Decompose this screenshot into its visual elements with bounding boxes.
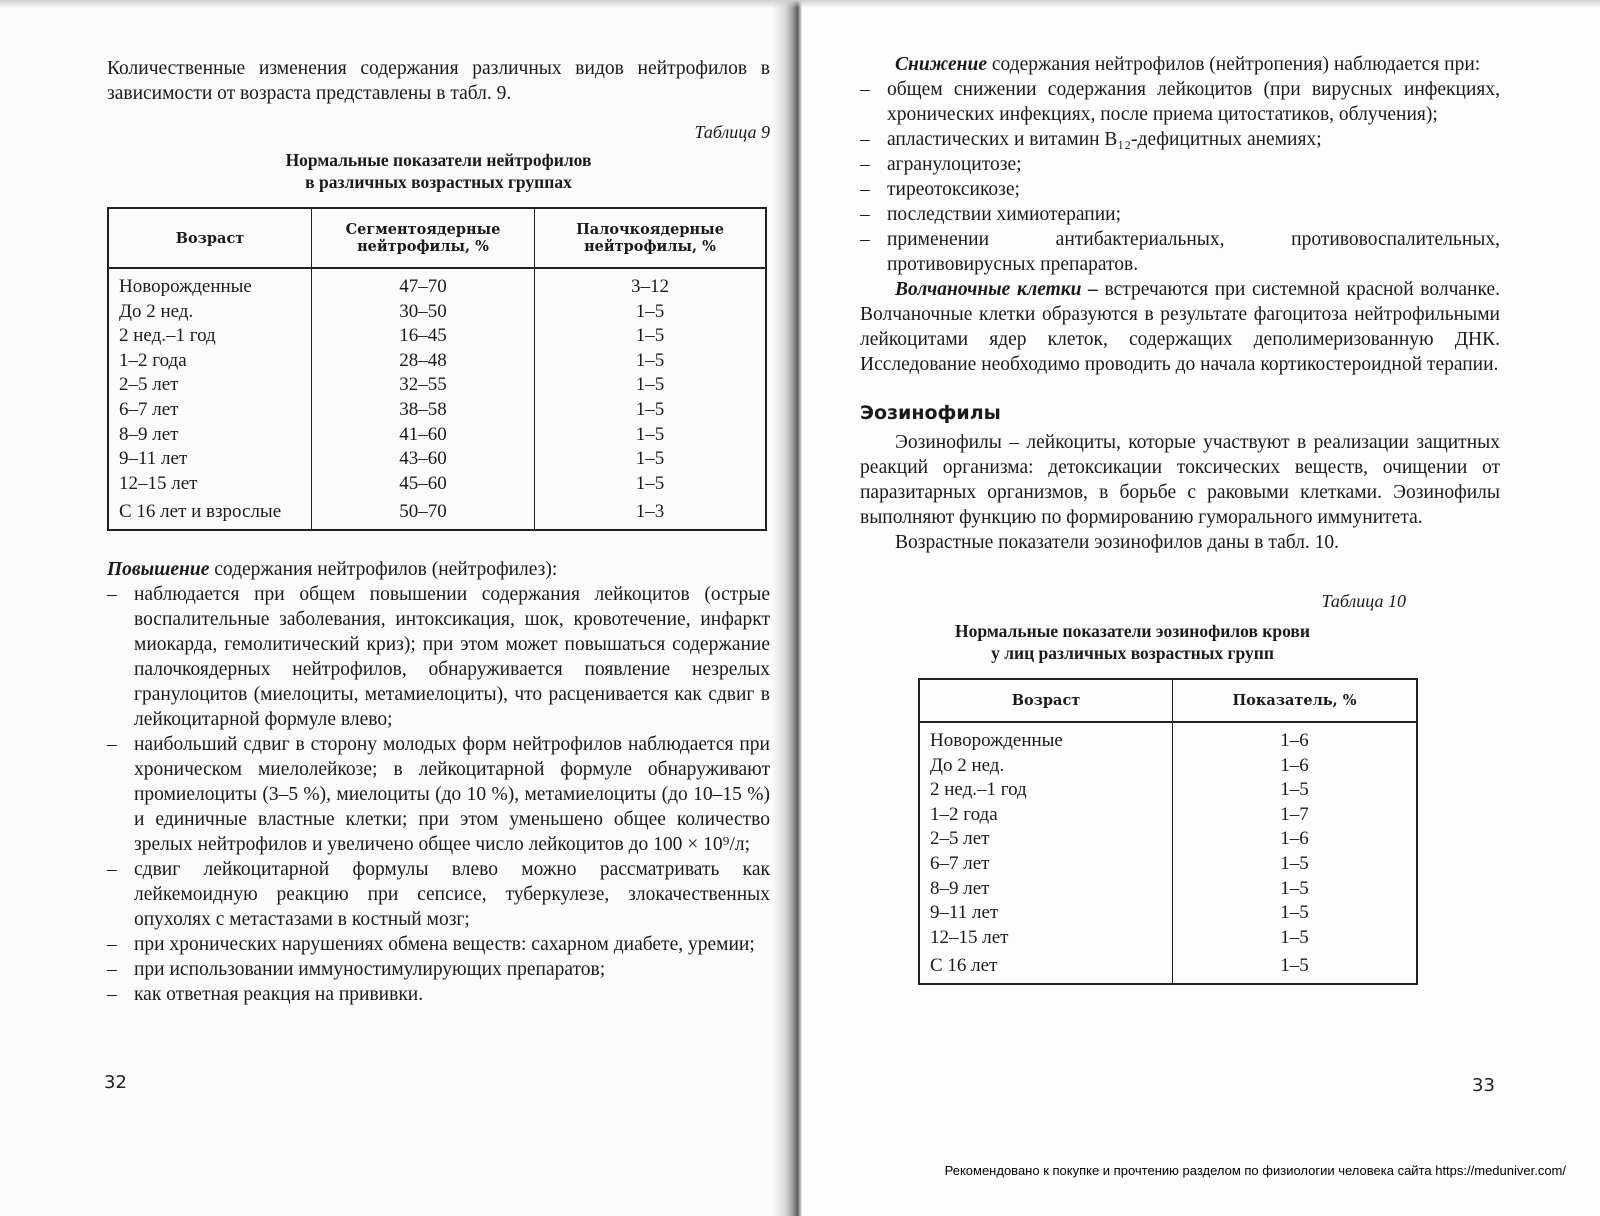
left-page-content bbox=[107, 56, 770, 1007]
cell-value: 1–7 bbox=[1280, 803, 1309, 825]
table-row bbox=[919, 803, 1417, 828]
increase-text: содержания нейтрофилов (нейтрофилез): bbox=[209, 558, 558, 580]
cell-age: 8–9 лет bbox=[108, 423, 312, 448]
neutrophil-table bbox=[107, 207, 767, 531]
eosinophils-heading: Эозинофилы bbox=[860, 402, 1001, 424]
list-item: – при хронических нарушениях обмена веществ: сахарном диабете, уремии; bbox=[107, 932, 770, 957]
list-item: – сдвиг лейкоцитарной формулы влево можно рассматривать как лейкемоидную реакцию при сепсисе, туберкулезе, злокачественных опухолях с метастазами в костный мозг; bbox=[107, 857, 770, 932]
cell-value: 1–5 bbox=[1280, 852, 1309, 874]
table-row bbox=[919, 778, 1417, 803]
header-band: Палочкоядерные нейтрофилы, % bbox=[535, 208, 767, 268]
cell-band: 1–5 bbox=[635, 300, 665, 322]
cell-age: 1–2 года bbox=[108, 349, 312, 374]
table-row bbox=[919, 827, 1417, 852]
list-item: – общем снижении содержания лейкоцитов (при вирусных инфекциях, хронических инфекциях, после приема цитостатиков, облучения); bbox=[860, 77, 1500, 127]
list-item: – апластических и витамин B₁₂-дефицитных анемиях; bbox=[860, 127, 1500, 152]
decrease-term: Снижение bbox=[895, 54, 987, 75]
cell-band: 1–5 bbox=[635, 374, 665, 396]
table-header-row bbox=[108, 208, 766, 268]
increase-term: Повышение bbox=[107, 558, 210, 580]
cell-age: 2–5 лет bbox=[108, 373, 312, 398]
list-item: – наибольший сдвиг в сторону молодых форм нейтрофилов наблюдается при хроническом миелолейкозе; в лейкоцитарной формуле обнаруживают промиелоциты (3–5 %), миелоциты (до 10 %), метамиелоциты (до 10–15 %) и единичные властные клетки; при этом уменьшено общее количество зрелых нейтрофилов и увеличено общее число лейкоцитов до 100 × 10⁹/л; bbox=[107, 732, 770, 857]
table-row bbox=[919, 877, 1417, 902]
cell-segmented: 28–48 bbox=[312, 349, 535, 374]
cell-age: 1–2 года bbox=[919, 803, 1173, 828]
table-row bbox=[108, 496, 766, 530]
header-age: Возраст bbox=[919, 679, 1173, 722]
decrease-text: содержания нейтрофилов (нейтропения) наблюдается при: bbox=[986, 54, 1481, 75]
list-item: – при использовании иммуностимулирующих препаратов; bbox=[107, 957, 770, 982]
increase-list bbox=[107, 582, 770, 1007]
list-item: – применении антибактериальных, противовоспалительных, противовирусных препаратов. bbox=[860, 227, 1500, 277]
cell-age: 8–9 лет bbox=[919, 877, 1173, 902]
table-row bbox=[919, 852, 1417, 877]
table-row bbox=[108, 324, 766, 349]
cell-age: Новорожденные bbox=[108, 268, 312, 300]
cell-age: 2 нед.–1 год bbox=[919, 778, 1173, 803]
list-item: – как ответная реакция на прививки. bbox=[107, 982, 770, 1007]
cell-value: 1–5 bbox=[1280, 779, 1309, 801]
cell-segmented: 38–58 bbox=[312, 398, 535, 423]
cell-band: 1–5 bbox=[635, 349, 665, 371]
header-value: Показатель, % bbox=[1173, 679, 1418, 722]
cell-segmented: 30–50 bbox=[312, 300, 535, 325]
cell-segmented: 47–70 bbox=[312, 268, 535, 300]
decrease-list bbox=[860, 77, 1500, 277]
header-segmented: Сегментоядерные нейтрофилы, % bbox=[312, 208, 535, 268]
cell-segmented: 32–55 bbox=[312, 373, 535, 398]
cell-segmented: 45–60 bbox=[312, 472, 535, 497]
cell-age: 12–15 лет bbox=[919, 926, 1173, 951]
cell-age: С 16 лет и взрослые bbox=[108, 496, 312, 530]
cell-band: 1–5 bbox=[635, 398, 665, 420]
table-row bbox=[919, 754, 1417, 779]
cell-age: 2–5 лет bbox=[919, 827, 1173, 852]
decrease-intro bbox=[860, 52, 1500, 77]
table-9-title bbox=[107, 149, 770, 193]
table-row bbox=[108, 472, 766, 497]
table-header-row bbox=[919, 679, 1417, 722]
cell-age: 6–7 лет bbox=[919, 852, 1173, 877]
table-row bbox=[919, 901, 1417, 926]
table-9-title-line2: в различных возрастных группах bbox=[305, 172, 572, 192]
cell-value: 1–6 bbox=[1280, 828, 1309, 850]
cell-band: 1–5 bbox=[635, 325, 665, 347]
table-9-label: Таблица 9 bbox=[694, 122, 770, 142]
table-10-title-line1: Нормальные показатели эозинофилов крови bbox=[955, 621, 1310, 641]
cell-age: До 2 нед. bbox=[919, 754, 1173, 779]
cell-age: 2 нед.–1 год bbox=[108, 324, 312, 349]
lupus-paragraph bbox=[860, 277, 1500, 377]
cell-value: 1–5 bbox=[1280, 902, 1309, 924]
table-row bbox=[108, 447, 766, 472]
cell-value: 1–5 bbox=[1280, 955, 1309, 977]
eosinophils-paragraph-1: Эозинофилы – лейкоциты, которые участвуют в реализации защитных реакций организма: детоксикации токсических веществ, очищении от паразитарных организмов, в борьбе с раковыми клетками. Эозинофилы выполняют функцию по формированию гуморального иммунитета. bbox=[860, 432, 1500, 528]
cell-segmented: 41–60 bbox=[312, 423, 535, 448]
book-gutter bbox=[772, 0, 802, 1216]
cell-age: 12–15 лет bbox=[108, 472, 312, 497]
scan-edge-shadow bbox=[0, 0, 1600, 8]
footer-watermark-note: Рекомендовано к покупке и прочтению разделом по физиологии человека сайта https://meduniver.com/ bbox=[944, 1163, 1566, 1178]
increase-intro bbox=[107, 557, 770, 582]
cell-value: 1–5 bbox=[1280, 877, 1309, 899]
table-10-title bbox=[860, 620, 1405, 664]
cell-value: 1–6 bbox=[1280, 730, 1309, 751]
page-number-left: 32 bbox=[104, 1072, 127, 1093]
table-10-title-line2: у лиц различных возрастных групп bbox=[991, 643, 1274, 663]
cell-band: 1–3 bbox=[635, 501, 665, 523]
cell-age: С 16 лет bbox=[919, 950, 1173, 984]
list-item: – последствии химиотерапии; bbox=[860, 202, 1500, 227]
list-item: – агранулоцитозе; bbox=[860, 152, 1500, 177]
lupus-text: встречаются при системной красной волчанке. Волчаночные клетки образуются в результате фагоцитоза нейтрофильными лейкоцитами ядер клеток, содержащих деполимеризованную ДНК. Исследование необходимо проводить до начала кортикостероидной терапии. bbox=[860, 279, 1500, 375]
cell-band: 3–12 bbox=[631, 276, 669, 297]
table-row bbox=[108, 300, 766, 325]
cell-band: 1–5 bbox=[635, 423, 665, 445]
table-row bbox=[108, 398, 766, 423]
intro-paragraph: Количественные изменения содержания различных видов нейтрофилов в зависимости от возраста представлены в табл. 9. bbox=[107, 58, 770, 104]
cell-segmented: 16–45 bbox=[312, 324, 535, 349]
cell-value: 1–6 bbox=[1280, 754, 1309, 776]
right-page-content bbox=[860, 52, 1500, 985]
table-row bbox=[108, 373, 766, 398]
eosinophil-table bbox=[918, 678, 1418, 985]
list-item: – тиреотоксикозе; bbox=[860, 177, 1500, 202]
cell-age: До 2 нед. bbox=[108, 300, 312, 325]
table-row bbox=[108, 423, 766, 448]
table-row bbox=[108, 268, 766, 300]
header-age: Возраст bbox=[108, 208, 312, 268]
cell-age: Новорожденные bbox=[919, 722, 1173, 754]
table-9-title-line1: Нормальные показатели нейтрофилов bbox=[285, 150, 592, 170]
cell-age: 9–11 лет bbox=[108, 447, 312, 472]
cell-band: 1–5 bbox=[635, 472, 665, 494]
table-row bbox=[919, 950, 1417, 984]
eosinophils-paragraph-2: Возрастные показатели эозинофилов даны в табл. 10. bbox=[895, 532, 1340, 553]
table-row bbox=[919, 722, 1417, 754]
cell-band: 1–5 bbox=[635, 448, 665, 470]
page-number-right: 33 bbox=[1472, 1075, 1495, 1096]
lupus-term: Волчаночные клетки – bbox=[895, 279, 1098, 300]
cell-segmented: 50–70 bbox=[312, 496, 535, 530]
table-row bbox=[919, 926, 1417, 951]
cell-segmented: 43–60 bbox=[312, 447, 535, 472]
table-row bbox=[108, 349, 766, 374]
cell-value: 1–5 bbox=[1280, 926, 1309, 948]
list-item: – наблюдается при общем повышении содержания лейкоцитов (острые воспалительные заболевания, интоксикация, шок, кровотечение, инфаркт миокарда, гемолитический криз); при этом может повышаться содержание палочкоядерных нейтрофилов, обнаруживается появление незрелых гранулоцитов (миелоциты, метамиелоциты), что расценивается как сдвиг в лейкоцитарной формуле влево; bbox=[107, 582, 770, 732]
cell-age: 6–7 лет bbox=[108, 398, 312, 423]
cell-age: 9–11 лет bbox=[919, 901, 1173, 926]
table-10-label: Таблица 10 bbox=[1321, 591, 1406, 611]
